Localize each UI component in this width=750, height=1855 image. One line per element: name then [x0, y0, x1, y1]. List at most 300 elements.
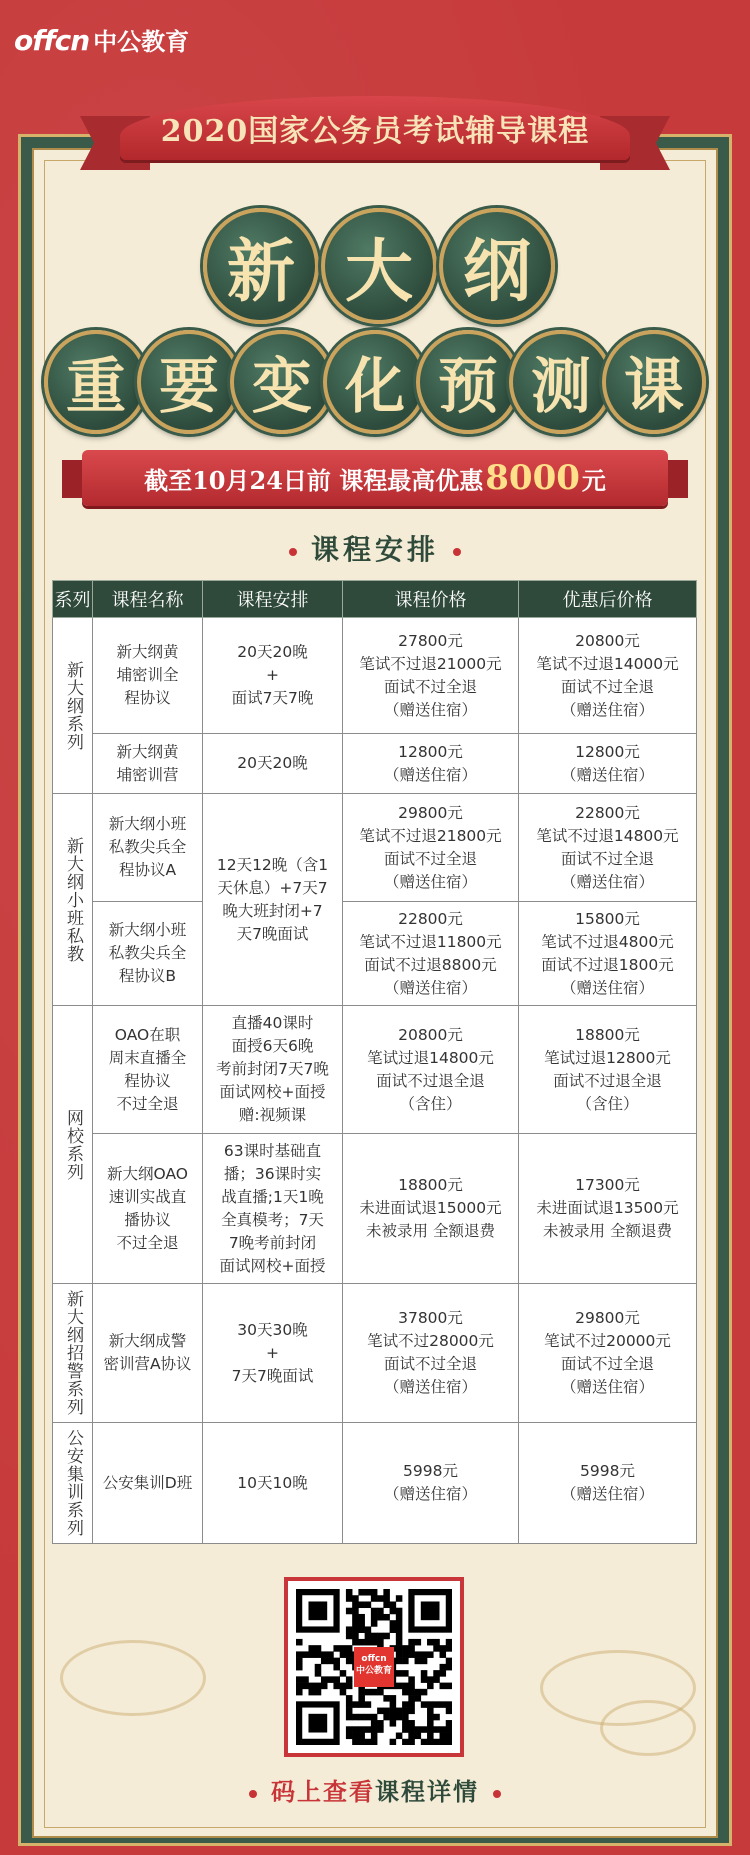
qr-module [352, 1595, 359, 1602]
text-line: 考前封闭7天7晚 [216, 1060, 329, 1078]
text-line: + [266, 1343, 279, 1362]
qr-module [408, 1733, 415, 1740]
qr-module [352, 1626, 359, 1633]
qr-module [365, 1639, 372, 1646]
footer-caption [0, 1772, 750, 1807]
qr-module [446, 1726, 452, 1733]
text-line: 程协议A [118, 861, 177, 879]
qr-module [427, 1726, 434, 1733]
qr-module [358, 1639, 365, 1646]
text-line: （赠送住宿） [383, 1485, 477, 1503]
text-line: 直播40课时 [231, 1014, 314, 1032]
text-line: （含住） [399, 1094, 462, 1113]
text-line: 播；36课时实 [223, 1164, 322, 1183]
price-cell [343, 1284, 519, 1423]
qr-module [346, 1645, 353, 1652]
text-line: 12天12晚（含1 [216, 855, 329, 874]
qr-module [321, 1658, 328, 1665]
schedule-cell [203, 1006, 343, 1134]
qr-module [308, 1683, 315, 1690]
qr-module [396, 1620, 403, 1627]
qr-module [365, 1589, 372, 1596]
qr-module [296, 1651, 303, 1658]
text-line: 面试不过退全退 [553, 1071, 662, 1090]
qr-module [415, 1695, 422, 1702]
qr-module [396, 1708, 403, 1715]
qr-module [433, 1726, 440, 1733]
price-cell [343, 1134, 519, 1284]
discount-price-cell [519, 794, 697, 902]
text-line: 27800元 [398, 631, 463, 650]
qr-module [433, 1639, 440, 1646]
text-line: 37800元 [398, 1309, 463, 1327]
qr-module [427, 1683, 434, 1690]
qr-module [377, 1595, 384, 1602]
qr-module [358, 1701, 365, 1708]
text-line: 22800元 [575, 803, 640, 822]
qr-module [446, 1645, 452, 1652]
qr-module [408, 1676, 415, 1683]
course-name-cell [93, 1006, 203, 1134]
qr-module [346, 1726, 353, 1733]
headline-coin: 测 [509, 330, 613, 434]
qr-module [421, 1701, 428, 1708]
text-line: 12800元 [398, 742, 463, 761]
table-row [53, 1423, 697, 1544]
qr-module [402, 1683, 409, 1690]
title-ribbon [120, 86, 630, 176]
qr-module [408, 1639, 415, 1646]
qr-module [346, 1683, 353, 1690]
qr-module [358, 1726, 365, 1733]
text-line: 面试不过退1800元 [541, 955, 674, 974]
qr-module [327, 1651, 334, 1658]
text-line: 笔试过退14800元 [367, 1048, 494, 1067]
qr-module [358, 1601, 365, 1608]
price-cell [343, 734, 519, 794]
qr-module [383, 1708, 390, 1715]
text-line: 面试不过退全退 [376, 1071, 485, 1090]
text-line: 公安集训D班 [102, 1473, 193, 1492]
qr-module [352, 1620, 359, 1627]
text-line: 私教尖兵全 [108, 944, 187, 962]
qr-module [296, 1664, 303, 1671]
text-line: 18800元 [398, 1176, 463, 1194]
qr-finder [308, 1601, 327, 1620]
qr-module [315, 1651, 322, 1658]
qr-module [308, 1645, 315, 1652]
text-line: （赠送住宿） [383, 978, 477, 997]
qr-module [446, 1701, 452, 1708]
qr-module [377, 1639, 384, 1646]
table-row [53, 902, 697, 1006]
qr-module [365, 1739, 372, 1745]
qr-module [390, 1701, 397, 1708]
text-line: 新大纲黄 [116, 643, 179, 661]
qr-module [396, 1683, 403, 1690]
discount-price-cell [519, 1006, 697, 1134]
text-line: 未被录用 全额退费 [366, 1222, 495, 1240]
qr-module [315, 1670, 322, 1677]
text-line: （赠送住宿） [560, 978, 654, 997]
discount-price-cell [519, 734, 697, 794]
qr-module [390, 1608, 397, 1615]
qr-module [427, 1714, 434, 1721]
schedule-cell [203, 1284, 343, 1423]
qr-module [296, 1689, 303, 1696]
qr-module [396, 1645, 403, 1652]
course-name-cell [93, 794, 203, 902]
qr-module [352, 1714, 359, 1721]
qr-module [346, 1658, 353, 1665]
text-line: 程协议B [118, 967, 177, 985]
qr-module [421, 1739, 428, 1745]
schedule-cell [203, 734, 343, 794]
qr-module [327, 1658, 334, 1665]
qr-module [415, 1689, 422, 1696]
qr-logo-en: offcn [361, 1654, 387, 1664]
headline-coin: 预 [416, 330, 520, 434]
text-line: 29800元 [575, 1309, 640, 1327]
text-line: 未被录用 全额退费 [543, 1222, 672, 1240]
qr-module [296, 1676, 303, 1683]
headline-coin: 重 [44, 330, 148, 434]
qr-module [346, 1695, 353, 1702]
qr-finder [421, 1601, 440, 1620]
qr-module [402, 1714, 409, 1721]
qr-module [340, 1670, 347, 1677]
text-line: 程协议 [124, 1071, 171, 1090]
qr-module [296, 1639, 303, 1646]
text-line: 笔试不过退4800元 [541, 932, 674, 951]
qr-module [408, 1651, 415, 1658]
ribbon-title: 2020国家公务员考试辅导课程 [160, 114, 590, 149]
qr-module [396, 1658, 403, 1665]
text-line: （赠送住宿） [383, 765, 477, 784]
text-line: 笔试不过退14800元 [536, 826, 679, 845]
qr-module [390, 1620, 397, 1627]
headline-coin: 化 [323, 330, 427, 434]
text-line: 面试不过退8800元 [364, 955, 497, 974]
qr-module [402, 1670, 409, 1677]
text-line: （赠送住宿） [560, 1378, 654, 1396]
qr-module [371, 1739, 378, 1745]
qr-module [396, 1714, 403, 1721]
qr-module [371, 1726, 378, 1733]
qr-module [427, 1708, 434, 1715]
qr-module [427, 1733, 434, 1740]
qr-module [302, 1676, 309, 1683]
qr-module [440, 1726, 447, 1733]
text-line: 20800元 [398, 1025, 463, 1044]
qr-module [315, 1689, 322, 1696]
table-row [53, 1006, 697, 1134]
qr-module [408, 1701, 415, 1708]
qr-module [352, 1639, 359, 1646]
qr-module [415, 1726, 422, 1733]
text-line: 面试网校+面授 [219, 1256, 326, 1275]
qr-module [446, 1639, 452, 1646]
qr-module [408, 1726, 415, 1733]
text-line: （赠送住宿） [560, 1485, 654, 1503]
text-line: 20天20晚 [237, 643, 308, 661]
qr-module [433, 1645, 440, 1652]
text-line: 私教尖兵全 [108, 838, 187, 856]
qr-module [377, 1726, 384, 1733]
qr-module [440, 1651, 447, 1658]
qr-module [346, 1733, 353, 1740]
table-row [53, 794, 697, 902]
qr-module [340, 1689, 347, 1696]
offcn-logo [14, 22, 189, 57]
text-line: 埔密训全 [116, 666, 179, 684]
text-line: 面试网校+面授 [219, 1083, 326, 1101]
header-price: 课程价格 [343, 581, 519, 618]
qr-module [427, 1701, 434, 1708]
header-series: 系列 [53, 581, 93, 618]
qr-module [352, 1614, 359, 1621]
bullet-dot [249, 1790, 257, 1798]
qr-module [321, 1651, 328, 1658]
qr-module [346, 1595, 353, 1602]
qr-module [302, 1651, 309, 1658]
qr-module [315, 1683, 322, 1690]
section-title-text: 课程安排 [310, 533, 439, 566]
qr-module [421, 1676, 428, 1683]
qr-module [358, 1689, 365, 1696]
qr-module [402, 1720, 409, 1727]
section-title [0, 528, 750, 568]
qr-module [333, 1676, 340, 1683]
headline-coin: 大 [321, 208, 437, 324]
qr-module [427, 1639, 434, 1646]
qr-module [377, 1720, 384, 1727]
qr-module [427, 1676, 434, 1683]
headline-coin: 变 [230, 330, 334, 434]
promo-banner [82, 450, 668, 506]
qr-module [371, 1733, 378, 1740]
qr-module [396, 1639, 403, 1646]
qr-module [321, 1683, 328, 1690]
qr-module [408, 1708, 415, 1715]
qr-module [427, 1651, 434, 1658]
headline-coin: 新 [203, 208, 319, 324]
qr-module [446, 1683, 452, 1690]
table-row [53, 1284, 697, 1423]
footer-part1: 码上查看 [271, 1777, 375, 1806]
qr-module [396, 1633, 403, 1640]
qr-module [383, 1595, 390, 1602]
qr-module [390, 1739, 397, 1745]
text-line: 速训实战直 [108, 1187, 187, 1206]
qr-module [365, 1701, 372, 1708]
text-line: 笔试不过28000元 [367, 1332, 494, 1350]
text-line: 程协议 [124, 689, 171, 707]
qr-module [402, 1726, 409, 1733]
qr-module [396, 1626, 403, 1633]
text-line: 笔试不过退11800元 [359, 932, 502, 951]
text-line: 不过全退 [116, 1094, 179, 1113]
qr-module [383, 1589, 390, 1596]
text-line: （含住） [576, 1094, 639, 1113]
qr-module [346, 1676, 353, 1683]
text-line: 面试不过全退 [383, 1355, 477, 1373]
series-cell: 新大纲小班私教 [53, 794, 93, 1006]
ribbon-body [120, 96, 630, 160]
qr-module [433, 1714, 440, 1721]
qr-module [446, 1658, 452, 1665]
qr-module [390, 1708, 397, 1715]
qr-code[interactable] [284, 1577, 464, 1757]
table-row [53, 618, 697, 734]
qr-module [390, 1626, 397, 1633]
qr-module [365, 1626, 372, 1633]
schedule-cell [203, 1134, 343, 1284]
qr-module [377, 1633, 384, 1640]
qr-module [396, 1608, 403, 1615]
qr-module [346, 1608, 353, 1615]
text-line: 埔密训营 [116, 765, 179, 784]
qr-module [408, 1695, 415, 1702]
qr-module [408, 1689, 415, 1696]
text-line: 新大纲小班 [108, 815, 187, 833]
cloud-decoration [60, 1640, 206, 1716]
qr-module [390, 1720, 397, 1727]
promo-prefix: 截至10月24日前 课程最高优惠 [144, 465, 484, 495]
footer-part2: 课程详情 [375, 1777, 479, 1806]
qr-module [421, 1689, 428, 1696]
qr-module [408, 1720, 415, 1727]
qr-module [296, 1683, 303, 1690]
qr-module [358, 1589, 365, 1596]
text-line: 面试7天7晚 [231, 689, 314, 707]
qr-module [371, 1620, 378, 1627]
text-line: 新大纲黄 [116, 742, 179, 761]
discount-price-cell [519, 1284, 697, 1423]
series-cell: 新大纲系列 [53, 618, 93, 794]
text-line: （赠送住宿） [560, 872, 654, 891]
bullet-dot [453, 548, 461, 556]
qr-module [446, 1720, 452, 1727]
qr-module [315, 1664, 322, 1671]
qr-center-logo [354, 1647, 394, 1687]
table-row [53, 734, 697, 794]
schedule-cell [203, 794, 343, 1006]
header-discount-price: 优惠后价格 [519, 581, 697, 618]
qr-module [390, 1714, 397, 1721]
qr-module [402, 1689, 409, 1696]
text-line: 笔试过退12800元 [544, 1048, 671, 1067]
qr-module [371, 1608, 378, 1615]
qr-module [321, 1676, 328, 1683]
text-line: 面试不过全退 [560, 1355, 654, 1373]
table-row [53, 1134, 697, 1284]
series-cell: 公安集训系列 [53, 1423, 93, 1544]
text-line: （赠送住宿） [383, 1378, 477, 1396]
price-cell [343, 902, 519, 1006]
qr-module [415, 1658, 422, 1665]
qr-module [365, 1714, 372, 1721]
text-line: 晚大班封闭+7 [222, 901, 323, 920]
qr-module [358, 1626, 365, 1633]
qr-module [408, 1739, 415, 1745]
qr-module [371, 1639, 378, 1646]
qr-module [340, 1683, 347, 1690]
table-header-row [53, 581, 697, 618]
text-line: （赠送住宿） [383, 700, 477, 719]
text-line: 笔试不过退21800元 [359, 826, 502, 845]
qr-module [421, 1651, 428, 1658]
schedule-cell [203, 618, 343, 734]
qr-module [390, 1695, 397, 1702]
text-line: 20天20晚 [237, 754, 308, 772]
text-line: 20800元 [575, 631, 640, 650]
qr-module [433, 1676, 440, 1683]
qr-module [340, 1651, 347, 1658]
qr-module [415, 1733, 422, 1740]
qr-module [371, 1614, 378, 1621]
qr-module [440, 1670, 447, 1677]
text-line: （赠送住宿） [560, 700, 654, 719]
text-line: 密训营A协议 [103, 1355, 192, 1373]
qr-module [308, 1689, 315, 1696]
qr-module [308, 1651, 315, 1658]
series-cell: 新大纲招警系列 [53, 1284, 93, 1423]
logo-en: offcn [14, 24, 90, 57]
header-schedule: 课程安排 [203, 581, 343, 618]
qr-module [383, 1714, 390, 1721]
qr-module [433, 1670, 440, 1677]
qr-module [302, 1683, 309, 1690]
text-line: 7天7晚面试 [231, 1366, 314, 1385]
text-line: 22800元 [398, 909, 463, 928]
text-line: 天7晚面试 [236, 924, 309, 943]
qr-module [340, 1645, 347, 1652]
course-name-cell [93, 1134, 203, 1284]
text-line: 未进面试退15000元 [359, 1199, 502, 1217]
qr-module [352, 1608, 359, 1615]
series-cell: 网校系列 [53, 1006, 93, 1284]
qr-module [371, 1689, 378, 1696]
qr-module [327, 1676, 334, 1683]
text-line: 17300元 [575, 1176, 640, 1194]
text-line: 笔试不过20000元 [544, 1332, 671, 1350]
qr-module [440, 1733, 447, 1740]
bullet-dot [493, 1790, 501, 1798]
qr-module [402, 1739, 409, 1745]
qr-module [371, 1595, 378, 1602]
qr-module [333, 1683, 340, 1690]
qr-module [377, 1614, 384, 1621]
qr-module [346, 1701, 353, 1708]
qr-module [377, 1608, 384, 1615]
text-line: （赠送住宿） [560, 765, 654, 784]
text-line: 赠:视频课 [238, 1106, 307, 1124]
qr-module [346, 1651, 353, 1658]
text-line: 未进面试退13500元 [536, 1199, 679, 1217]
qr-module [402, 1701, 409, 1708]
price-cell [343, 1006, 519, 1134]
text-line: 面试不过全退 [383, 849, 477, 868]
text-line: 18800元 [575, 1025, 640, 1044]
qr-module [433, 1701, 440, 1708]
promo-suffix: 元 [581, 465, 606, 495]
price-cell [343, 794, 519, 902]
discount-price-cell [519, 1134, 697, 1284]
qr-module [440, 1701, 447, 1708]
qr-module [440, 1645, 447, 1652]
text-line: 笔试不过退14000元 [536, 654, 679, 673]
